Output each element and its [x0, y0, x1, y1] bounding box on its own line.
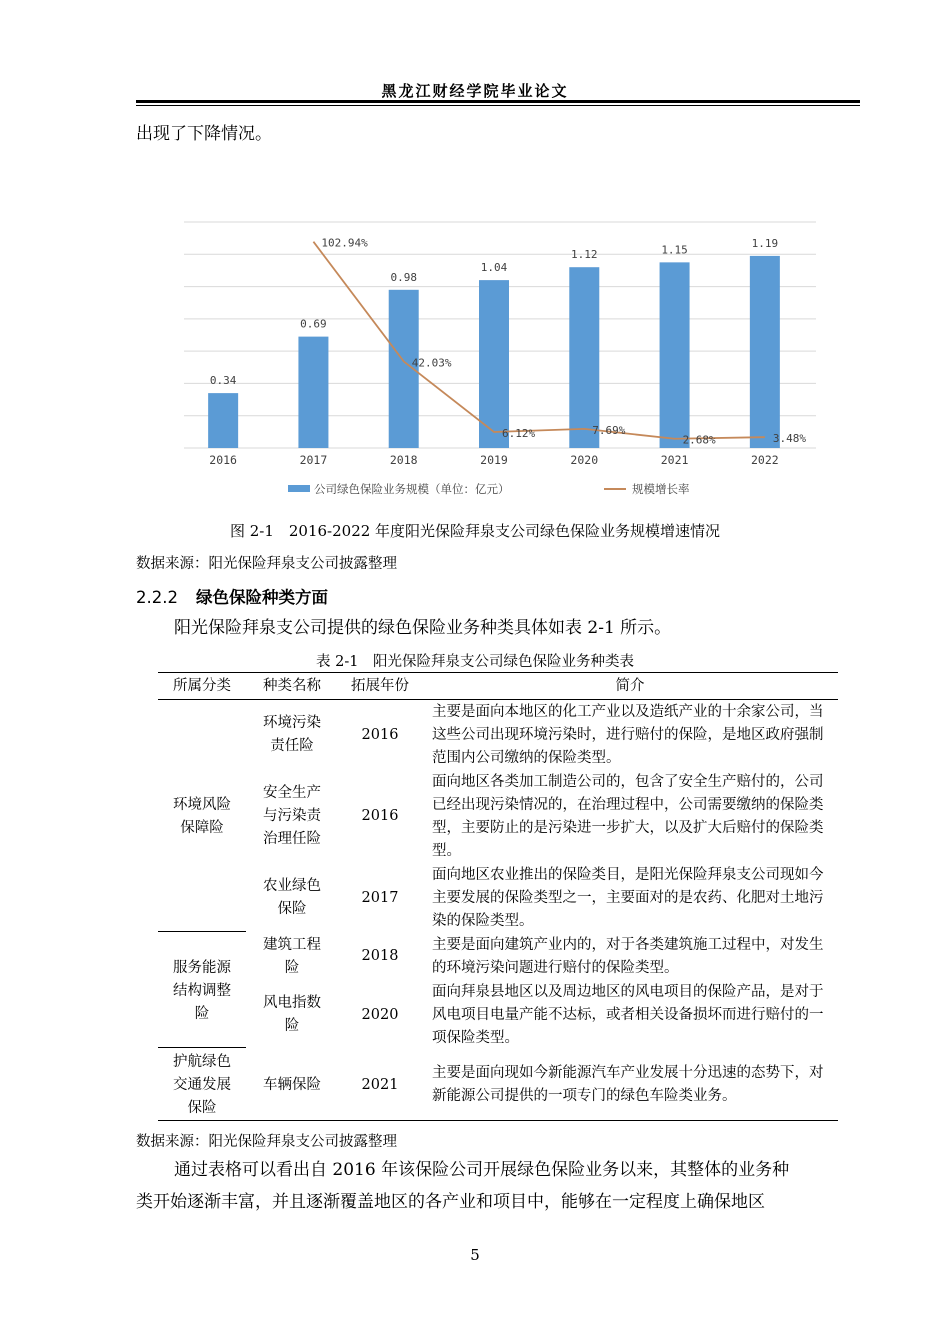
bar-data-label: 0.34 [209, 374, 237, 388]
x-tick-label: 2022 [751, 453, 779, 467]
type-name-cell: 风电指数险 [263, 995, 321, 1034]
legend-label-line: 规模增长率 [632, 482, 690, 496]
header-year: 拓展年份 [338, 673, 422, 700]
figure-caption: 图 2-1 2016-2022 年度阳光保险拜泉支公司绿色保险业务规模增速情况 [229, 522, 721, 540]
header-rule-thick [136, 100, 860, 103]
paragraph-line: 通过表格可以看出自 2016 年该保险公司开展绿色保险业务以来，其整体的业务种 [174, 1160, 790, 1180]
bar-data-label: 0.69 [300, 317, 327, 331]
header-rule-thin [136, 105, 860, 106]
table-row [158, 863, 838, 933]
running-header: 黑龙江财经学院毕业论文 [381, 82, 569, 100]
type-name-cell: 安全生产与污染责治理任险 [263, 785, 321, 847]
desc-cell: 面向拜泉县地区以及周边地区的风电项目的保险产品，是对于风电项目电量产能不达标，或者相关设备损坏而进行赔付的一项保险类型。 [432, 983, 824, 1046]
table-row [158, 1050, 838, 1121]
line-data-label: 102.94% [321, 236, 368, 250]
desc-cell: 面向地区农业推出的保险类目，是阳光保险拜泉支公司现如今主要发展的保险类型之一，主要面对的是农药、化肥对土地污染的保险类型。 [432, 866, 824, 929]
x-tick-label: 2016 [209, 453, 237, 467]
bar [660, 262, 690, 448]
line-data-label: 42.03% [411, 356, 452, 370]
type-name-cell: 建筑工程险 [263, 936, 321, 976]
type-name-cell: 车辆保险 [246, 1050, 338, 1121]
page-number: 5 [470, 1246, 480, 1264]
x-tick-label: 2017 [299, 453, 328, 467]
header-desc: 简介 [422, 673, 838, 700]
bar [208, 393, 238, 448]
bar-data-label: 1.15 [661, 243, 688, 257]
intro-line: 出现了下降情况。 [136, 124, 272, 144]
legend-label-bar: 公司绿色保险业务规模（单位：亿元） [314, 482, 510, 496]
year-cell: 2016 [361, 808, 399, 824]
paragraph-line: 类开始逐渐丰富，并且逐渐覆盖地区的各产业和项目中，能够在一定程度上确保地区 [136, 1192, 765, 1212]
line-data-label: 7.69% [592, 423, 626, 437]
header-name: 种类名称 [246, 673, 338, 700]
line-data-label: 6.12% [502, 426, 536, 440]
section-title: 绿色保险种类方面 [195, 588, 328, 607]
legend-swatch-bar [288, 485, 310, 492]
bar-data-label: 1.04 [480, 261, 508, 275]
year-cell: 2018 [361, 948, 399, 964]
bar-data-label: 1.12 [571, 248, 598, 262]
desc-cell: 面向地区各类加工制造公司的，包含了安全生产赔付的，公司已经出现污染情况的，在治理过程中，公司需要缴纳的保险类型，主要防止的是污染进一步扩大，以及扩大后赔付的保险类型。 [432, 773, 824, 859]
year-cell: 2021 [338, 1050, 422, 1121]
line-data-label: 3.48% [772, 432, 806, 446]
paragraph-intro-table: 阳光保险拜泉支公司提供的绿色保险业务种类具体如表 2-1 所示。 [174, 618, 672, 638]
insurance-types-table [158, 672, 838, 1121]
bar-data-label: 0.98 [390, 270, 417, 284]
bar [750, 256, 780, 448]
section-heading [136, 584, 328, 608]
header-category: 所属分类 [158, 673, 246, 700]
group-divider [158, 931, 246, 932]
year-cell: 2017 [361, 889, 399, 906]
x-tick-label: 2021 [660, 453, 689, 467]
type-name-cell: 环境污染责任险 [263, 715, 321, 754]
desc-cell: 主要是面向现如今新能源汽车产业发展十分迅速的态势下，对新能源公司提供的一项专门的绿色车险类业务。 [422, 1050, 838, 1121]
figure-source: 数据来源：阳光保险拜泉支公司披露整理 [136, 556, 397, 572]
growth-chart [180, 210, 820, 510]
year-cell: 2016 [361, 726, 399, 743]
desc-cell: 主要是面向建筑产业内的，对于各类建筑施工过程中，对发生的环境污染问题进行赔付的保险类型。 [432, 936, 824, 976]
x-tick-label: 2018 [389, 453, 418, 467]
group-divider [158, 1047, 246, 1048]
category-cell: 护航绿色交通发展保险 [158, 1050, 246, 1121]
section-number: 2.2.2 [136, 588, 178, 607]
table-row [158, 980, 838, 1050]
table-source: 数据来源：阳光保险拜泉支公司披露整理 [136, 1134, 397, 1150]
category-cell: 服务能源结构调整险 [173, 960, 231, 1022]
table-row [158, 700, 838, 771]
year-cell: 2020 [361, 1006, 399, 1023]
table-caption: 表 2-1 阳光保险拜泉支公司绿色保险业务种类表 [316, 654, 634, 670]
table-row [158, 770, 838, 863]
category-cell: 环境风险保障险 [173, 796, 231, 836]
table-header-row [158, 673, 838, 700]
bar [298, 337, 328, 448]
growth-line [313, 242, 764, 439]
line-data-label: 2.68% [682, 433, 716, 447]
x-tick-label: 2019 [480, 453, 508, 467]
bar-data-label: 1.19 [751, 236, 779, 250]
bar [569, 267, 599, 448]
type-name-cell: 农业绿色保险 [263, 878, 321, 917]
x-tick-label: 2020 [570, 453, 599, 467]
desc-cell: 主要是面向本地区的化工产业以及造纸产业的十余家公司，当这些公司出现环境污染时，进行赔付的保险，是地区政府强制范围内公司缴纳的保险类型。 [432, 703, 824, 766]
table-row [158, 933, 838, 980]
